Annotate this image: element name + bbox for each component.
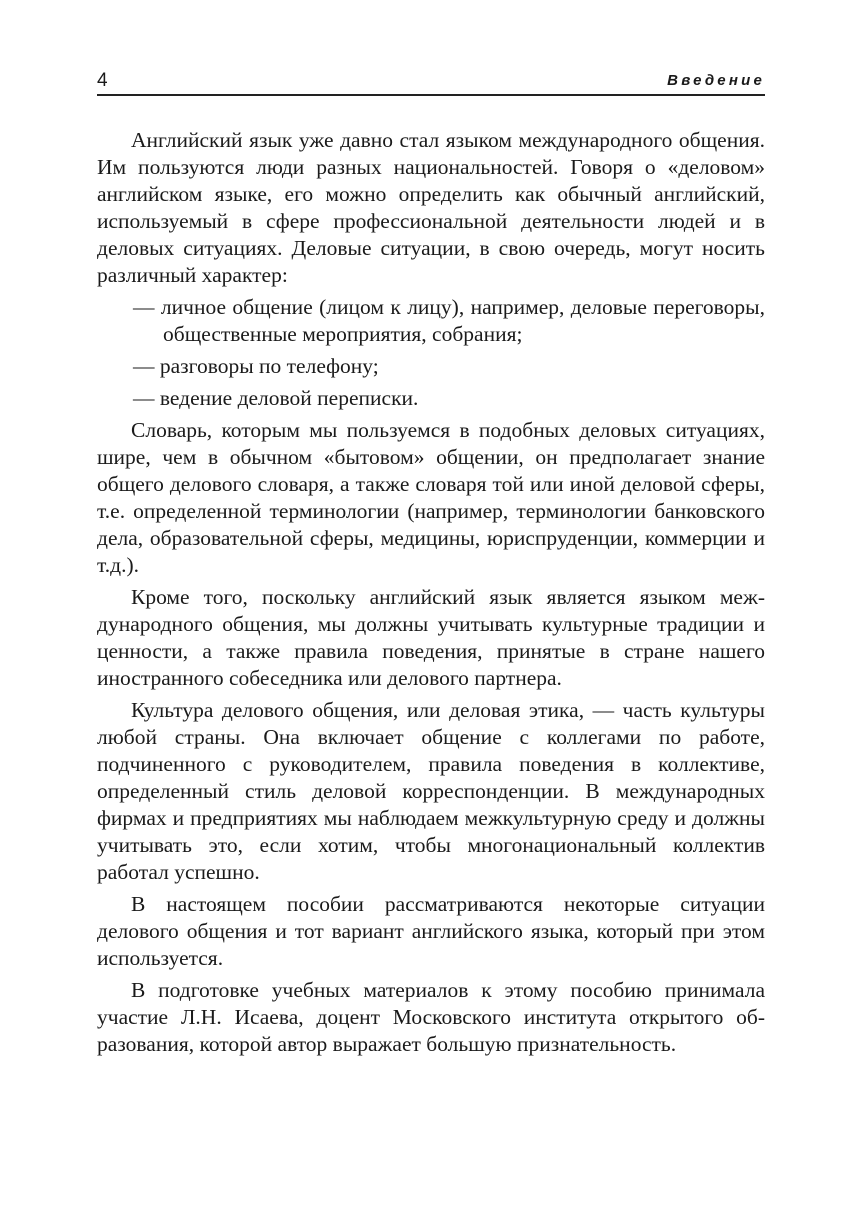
situation-list	[97, 294, 765, 412]
scope-paragraph: В настоящем пособии рассматриваются некоторые ситуации делового общения и тот вариант английского языка, который при этом используется.	[97, 892, 765, 970]
section-title: Введение	[667, 72, 765, 89]
list-item: — личное общение (лицом к лицу), например, деловые переговоры, общественные мероприятия, собрания;	[133, 295, 765, 346]
acknowledgement-paragraph: В подготовке учебных материалов к этому пособию принимала участие Л.Н. Исаева, доцент Московского института открытого образования, которой автор выражает большую признательность.	[97, 978, 765, 1056]
body-text	[97, 127, 765, 1063]
page-number: 4	[97, 70, 108, 91]
culture-paragraph: Кроме того, поскольку английский язык является языком международного общения, мы должны учитывать культурные традиции и ценности, а также правила поведения, принятые в стране нашего иностранного собеседника или делового партнера.	[97, 585, 765, 690]
list-item: — ведение деловой переписки.	[133, 386, 419, 410]
vocabulary-paragraph: Словарь, которым мы пользуемся в подобных деловых ситуациях, шире, чем в обычном «бытовом» общении, он предполагает знание общего делового словаря, а также словаря той или иной деловой сферы, т.е. определенной терминологии (например, терминологии банковского дела, образовательной сферы, медицины, юриспруденции, коммерции и т.д.).	[97, 418, 765, 577]
ethics-paragraph: Культура делового общения, или деловая этика, — часть культуры любой страны. Она включает общение с коллегами по работе, подчиненного с руководителем, правила поведения в коллективе, определенный стиль деловой корреспонденции. В международных фирмах и предприятиях мы наблюдаем межкультурную среду и должны учитывать это, если хотим, чтобы многонациональный коллектив работал успешно.	[97, 698, 765, 884]
intro-paragraph: Английский язык уже давно стал языком международного общения. Им пользуются люди разных национальностей. Говоря о «деловом» английском языке, его можно определить как обычный английский, используемый в сфере профессиональной деятельности людей и в деловых ситуациях. Деловые ситуации, в свою очередь, могут носить различный характер:	[97, 128, 765, 287]
list-item: — разговоры по телефону;	[133, 354, 379, 378]
running-header	[97, 68, 765, 96]
